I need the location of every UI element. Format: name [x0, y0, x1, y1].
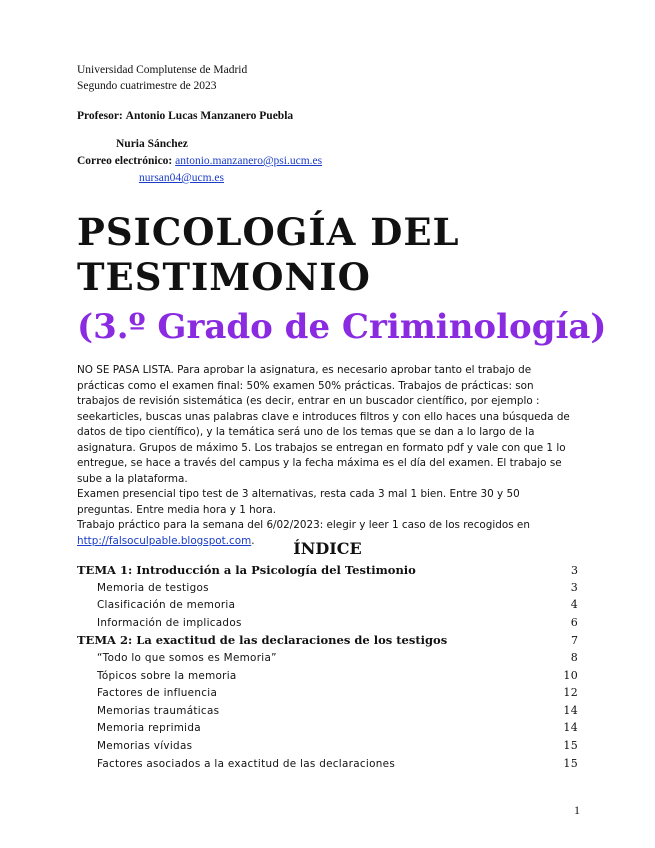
index-title: ÍNDICE [293, 539, 362, 558]
toc-entry-page: 8 [570, 650, 578, 664]
toc-entry-page: 7 [571, 634, 578, 648]
toc-chapter-entry[interactable] [77, 563, 578, 581]
toc-section-entry[interactable] [77, 669, 578, 687]
toc-entry-label: Memorias traumáticas [97, 704, 220, 717]
toc-entry-label: Información de implicados [97, 616, 242, 629]
notes-paragraph-3-end: . [251, 534, 255, 547]
notes-paragraph-2: Examen presencial tipo test de 3 alternativas, resta cada 3 mal 1 bien. Entre 30 y 50 preguntas. Entre media hora y 1 hora. [77, 488, 520, 516]
document-header [77, 62, 247, 94]
toc-entry-label: Memorias vívidas [97, 739, 193, 752]
professor-line-2 [77, 136, 322, 153]
toc-section-entry[interactable] [77, 616, 578, 634]
toc-entry-page: 15 [563, 756, 578, 770]
toc-entry-label: “Todo lo que somos es Memoria” [97, 651, 277, 664]
toc-section-entry[interactable] [77, 651, 578, 669]
toc-section-entry[interactable] [77, 686, 578, 704]
professor-label: Profesor: [77, 110, 123, 122]
professor-name-2: Nuria Sánchez [116, 138, 188, 150]
toc-section-entry[interactable] [77, 581, 578, 599]
email-link-1[interactable]: antonio.manzanero@psi.ucm.es [175, 155, 323, 167]
toc-section-entry[interactable] [77, 739, 578, 757]
toc-section-entry[interactable] [77, 757, 578, 775]
course-notes [77, 363, 577, 549]
professor-line [77, 108, 322, 125]
toc-entry-label: Tópicos sobre la memoria [97, 669, 237, 682]
notes-paragraph-3-text: Trabajo práctico para la semana del 6/02/2023: elegir y leer 1 caso de los recogidos en [77, 519, 530, 531]
toc-entry-label: Memoria de testigos [97, 581, 209, 594]
toc-entry-page: 3 [571, 564, 578, 577]
toc-entry-page: 6 [570, 615, 578, 629]
toc-entry-page: 12 [563, 686, 578, 700]
notes-paragraph-1: NO SE PASA LISTA. Para aprobar la asignatura, es necesario aprobar tanto el trabajo de prácticas como el examen final: 50% examen 50% prácticas. Trabajos de prácticas: son trabajos de revisión sistemática (es decir, entrar en un buscador científico, por ejemplo : seekarticles, buscas unas palabras clave e introduces filtros y con ello haces una búsqueda de datos de tipo científico), y la temática será uno de los temas que se dan a lo largo de la asignatura. Grupos de máximo 5. Los trabajos se entregan en formato pdf y vale con que 1 lo entregue, se hace a través del campus y la fecha máxima es el día del examen. El trabajo se sube a la plataforma. [77, 364, 570, 485]
email-link-2[interactable]: nursan04@ucm.es [139, 172, 225, 184]
toc-entry-label: Factores de influencia [97, 687, 218, 700]
email-line [77, 153, 322, 170]
university-name: Universidad Complutense de Madrid [77, 64, 248, 76]
toc-chapter-entry[interactable] [77, 633, 578, 651]
term-label: Segundo cuatrimestre de 2023 [77, 80, 217, 92]
document-subtitle: (3.º Grado de Criminología) [77, 307, 607, 347]
toc-section-entry[interactable] [77, 598, 578, 616]
toc-entry-label: TEMA 2: La exactitud de las declaraciones de los testigos [77, 633, 448, 648]
email-label: Correo electrónico: [77, 155, 173, 167]
toc-entry-page: 4 [570, 598, 578, 612]
professor-block [77, 108, 322, 187]
toc-entry-label: Memoria reprimida [97, 722, 201, 735]
toc-entry-page: 15 [563, 738, 578, 752]
toc-section-entry[interactable] [77, 721, 578, 739]
professor-name-1: Antonio Lucas Manzanero Puebla [125, 110, 294, 122]
toc-entry-label: Clasificación de memoria [97, 599, 236, 612]
toc-entry-page: 14 [563, 721, 578, 735]
email-line-2 [77, 170, 322, 187]
document-title: PSICOLOGÍA DEL TESTIMONIO [77, 210, 460, 299]
toc-entry-page: 10 [563, 668, 578, 682]
toc-entry-label: TEMA 1: Introducción a la Psicología del Testimonio [77, 563, 416, 577]
toc-section-entry[interactable] [77, 704, 578, 722]
page-number: 1 [574, 803, 580, 817]
table-of-contents [77, 563, 578, 774]
toc-entry-page: 3 [570, 580, 578, 594]
toc-entry-label: Factores asociados a la exactitud de las declaraciones [97, 757, 396, 770]
toc-entry-page: 14 [563, 703, 578, 717]
blog-link[interactable]: http://falsoculpable.blogspot.com [77, 534, 252, 547]
